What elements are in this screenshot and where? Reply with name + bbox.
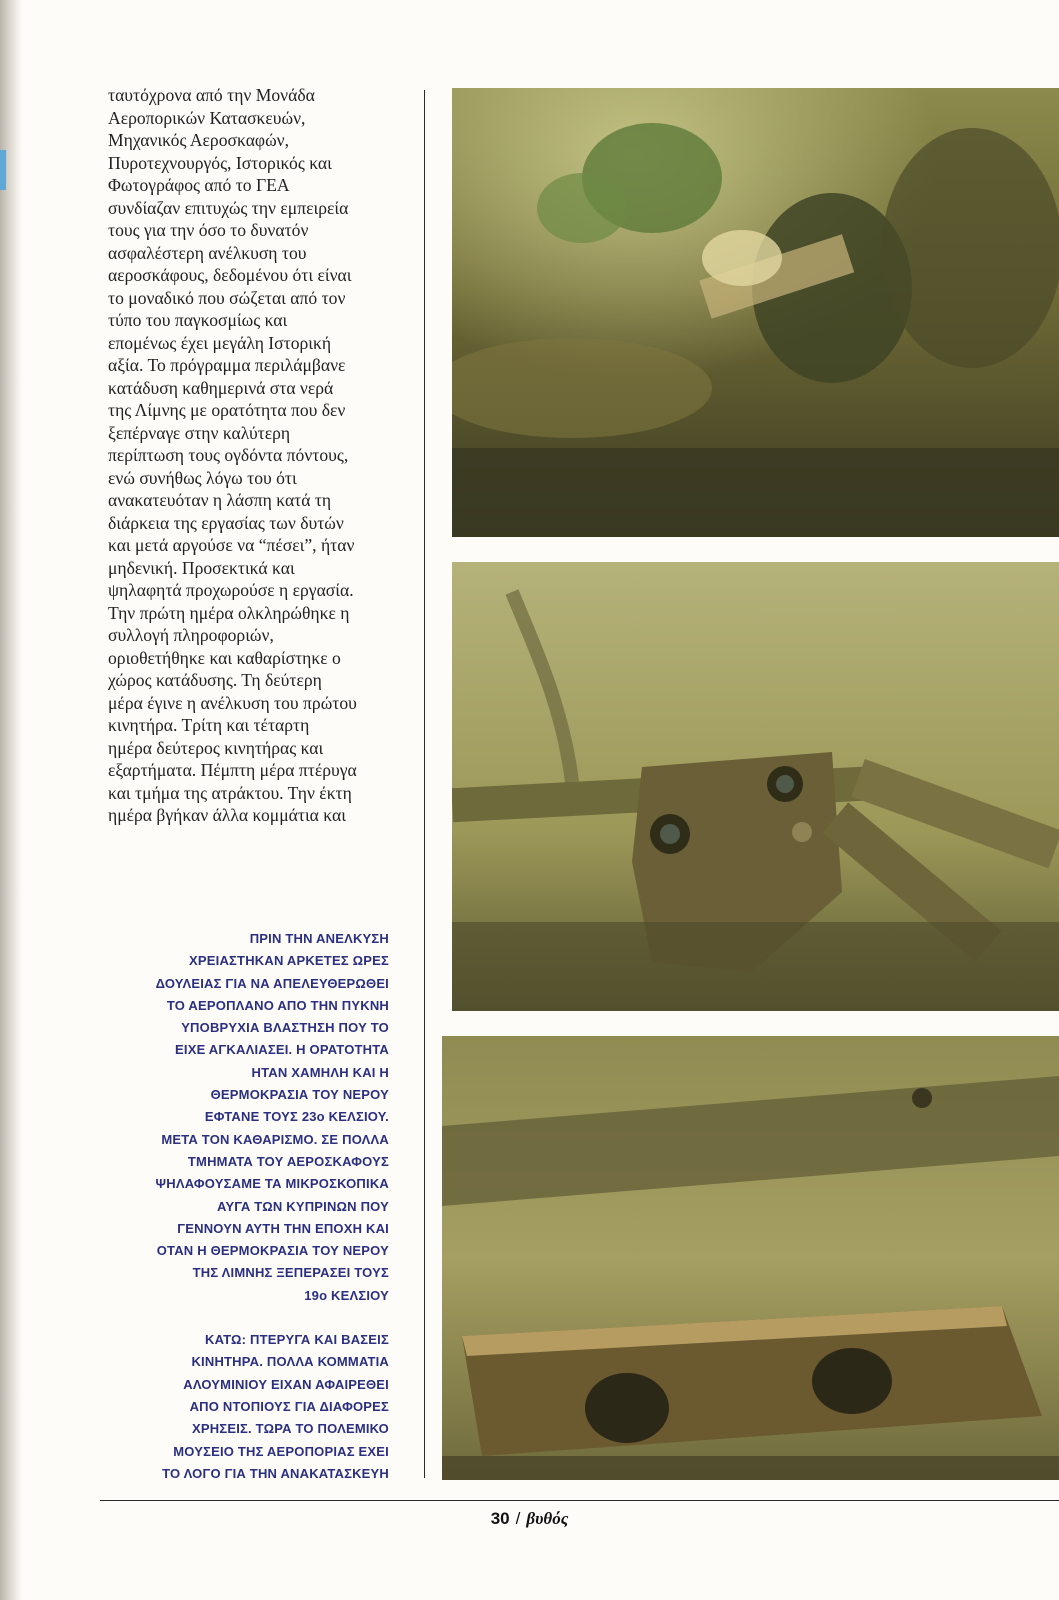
caption-line: ΚΙΝΗΤΗΡΑ. ΠΟΛΛΑ ΚΟΜΜΑΤΙΑ: [191, 1354, 389, 1370]
body-text-line: ξεπέρναγε στην καλύτερη: [108, 422, 291, 443]
body-text-line: τύπο του παγκοσμίως και: [108, 310, 288, 330]
column-divider: [424, 90, 425, 1478]
caption-line: ΓΕΝΝΟΥΝ ΑΥΤΗ ΤΗΝ ΕΠΟΧΗ ΚΑΙ: [177, 1220, 389, 1236]
caption-line: ΧΡΕΙΑΣΤΗΚΑΝ ΑΡΚΕΤΕΣ ΩΡΕΣ: [189, 953, 389, 969]
body-text-line: ασφαλέστερη ανέλκυση του: [108, 242, 307, 263]
body-text-line: το μοναδικό που σώζεται από τον: [108, 287, 346, 308]
body-text-line: διάρκεια της εργασίας των δυτών: [108, 512, 344, 533]
body-text-line: της Λίμνης με ορατότητα που δεν: [108, 400, 346, 420]
body-text-line: ανακατευόταν η λάσπη κατά τη: [108, 490, 332, 510]
page-number: 30: [490, 1509, 510, 1528]
caption-line: ΜΟΥΣΕΙΟ ΤΗΣ ΑΕΡΟΠΟΡΙΑΣ ΕΧΕΙ: [173, 1443, 389, 1459]
body-text-line: και μετά αργούσε να “πέσει”, ήταν: [108, 535, 355, 555]
body-text-line: ενώ συνήθως λόγω του ότι: [108, 467, 297, 488]
caption-line: ΤΜΗΜΑΤΑ ΤΟΥ ΑΕΡΟΣΚΑΦΟΥΣ: [187, 1153, 389, 1169]
underwater-photo-engine-mount: [452, 562, 1059, 1011]
caption-line: 19ο ΚΕΛΣΙΟΥ: [304, 1287, 389, 1303]
caption-line: ΤΗΣ ΛΙΜΝΗΣ ΞΕΠΕΡΑΣΕΙ ΤΟΥΣ: [192, 1265, 389, 1281]
body-text-line: Πυροτεχνουργός, Ιστορικός και: [108, 152, 332, 173]
underwater-photo-wing: [442, 1036, 1059, 1480]
caption-line: ΗΤΑΝ ΧΑΜΗΛΗ ΚΑΙ Η: [251, 1064, 389, 1080]
underwater-vegetation-image: [452, 88, 1059, 537]
body-text-line: Μηχανικός Αεροσκαφών,: [108, 130, 290, 150]
caption-line: ΤΟ ΑΕΡΟΠΛΑΝΟ ΑΠΟ ΤΗΝ ΠΥΚΝΗ: [166, 997, 389, 1013]
caption-line: ΤΟ ΛΟΓΟ ΓΙΑ ΤΗΝ ΑΝΑΚΑΤΑΣΚΕΥΗ: [162, 1465, 389, 1481]
caption-line: ΕΦΤΑΝΕ ΤΟΥΣ 23ο ΚΕΛΣΙΟΥ.: [204, 1109, 389, 1125]
photo-caption: [90, 928, 389, 1485]
spine-color-mark: [0, 150, 6, 190]
body-text-line: Αεροπορικών Κατασκευών,: [108, 107, 306, 128]
body-text-line: περίπτωση τους ογδόντα πόντους,: [108, 445, 349, 465]
magazine-name: βυθός: [526, 1509, 569, 1528]
underwater-photo-vegetation: [452, 88, 1059, 537]
body-text-line: επομένως έχει μεγάλη Ιστορική: [108, 332, 332, 353]
page-footer: [0, 1509, 1059, 1529]
body-text-line: ψηλαφητά προχωρούσε η εργασία.: [108, 580, 354, 600]
caption-line: ΥΠΟΒΡΥΧΙΑ ΒΛΑΣΤΗΣΗ ΠΟΥ ΤΟ: [181, 1020, 389, 1036]
page-spine-shadow: [0, 0, 22, 1600]
caption-line: ΕΙΧΕ ΑΓΚΑΛΙΑΣΕΙ. Η ΟΡΑΤΟΤΗΤΑ: [175, 1042, 389, 1058]
body-text-line: ταυτόχρονα από την Μονάδα: [108, 85, 315, 105]
body-text-line: κινητήρα. Τρίτη και τέταρτη: [108, 715, 310, 735]
caption-line: ΠΡΙΝ ΤΗΝ ΑΝΕΛΚΥΣΗ: [249, 931, 389, 946]
body-text-line: εξαρτήματα. Πέμπτη μέρα πτέρυγα: [108, 760, 357, 780]
caption-line: ΜΕΤΑ ΤΟΝ ΚΑΘΑΡΙΣΜΟ. ΣΕ ΠΟΛΛΑ: [161, 1131, 389, 1147]
caption-line: ΨΗΛΑΦΟΥΣΑΜΕ ΤΑ ΜΙΚΡΟΣΚΟΠΙΚΑ: [155, 1176, 389, 1192]
caption-line: ΟΤΑΝ Η ΘΕΡΜΟΚΡΑΣΙΑ ΤΟΥ ΝΕΡΟΥ: [156, 1243, 389, 1259]
body-text-line: αεροσκάφους, δεδομένου ότι είναι: [108, 265, 352, 285]
footer-rule: [100, 1500, 1059, 1501]
body-text-line: Φωτογράφος από το ΓΕΑ: [108, 175, 290, 195]
body-text-line: και τμήμα της ατράκτου. Την έκτη: [108, 782, 352, 803]
caption-before-lifting: [90, 928, 389, 1307]
footer-separator: /: [515, 1509, 521, 1528]
caption-line: ΔΟΥΛΕΙΑΣ ΓΙΑ ΝΑ ΑΠΕΛΕΥΘΕΡΩΘΕΙ: [155, 975, 389, 991]
body-text-line: μηδενική. Προσεκτικά και: [108, 557, 295, 578]
wing-engine-bases-image: [442, 1036, 1059, 1480]
body-text-line: Την πρώτη ημέρα ολκληρώθηκε η: [108, 602, 350, 623]
body-text-line: αξία. Το πρόγραμμα περιλάμβανε: [108, 355, 346, 375]
body-text-line: συλλογή πληροφοριών,: [108, 625, 274, 645]
body-text-line: τους για την όσο το δυνατόν: [108, 220, 309, 240]
body-text-line: ημέρα βγήκαν άλλα κομμάτια και: [108, 805, 346, 825]
body-text-line: οριοθετήθηκε και καθαρίστηκε ο: [108, 647, 341, 668]
caption-line: ΧΡΗΣΕΙΣ. ΤΩΡΑ ΤΟ ΠΟΛΕΜΙΚΟ: [192, 1421, 389, 1437]
body-text-line: μέρα έγινε η ανέλκυση του πρώτου: [108, 692, 357, 713]
article-body-text: [108, 84, 408, 827]
body-text-line: ημέρα δεύτερος κινητήρας και: [108, 737, 324, 758]
engine-mount-image: [452, 562, 1059, 1011]
body-text-line: συνδίαζαν επιτυχώς την εμπειρεία: [108, 197, 349, 218]
body-text-line: χώρος κατάδυσης. Τη δεύτερη: [108, 670, 322, 690]
caption-below-wing: [90, 1329, 389, 1485]
caption-line: ΑΠΟ ΝΤΟΠΙΟΥΣ ΓΙΑ ΔΙΑΦΟΡΕΣ: [189, 1398, 389, 1414]
caption-line: ΚΑΤΩ: ΠΤΕΡΥΓΑ ΚΑΙ ΒΑΣΕΙΣ: [205, 1332, 389, 1348]
body-text-line: κατάδυση καθημερινά στα νερά: [108, 377, 334, 398]
caption-line: ΘΕΡΜΟΚΡΑΣΙΑ ΤΟΥ ΝΕΡΟΥ: [210, 1087, 389, 1103]
caption-line: ΑΥΓΑ ΤΩΝ ΚΥΠΡΙΝΩΝ ΠΟΥ: [217, 1198, 389, 1214]
caption-line: ΑΛΟΥΜΙΝΙΟΥ ΕΙΧΑΝ ΑΦΑΙΡΕΘΕΙ: [183, 1376, 389, 1392]
